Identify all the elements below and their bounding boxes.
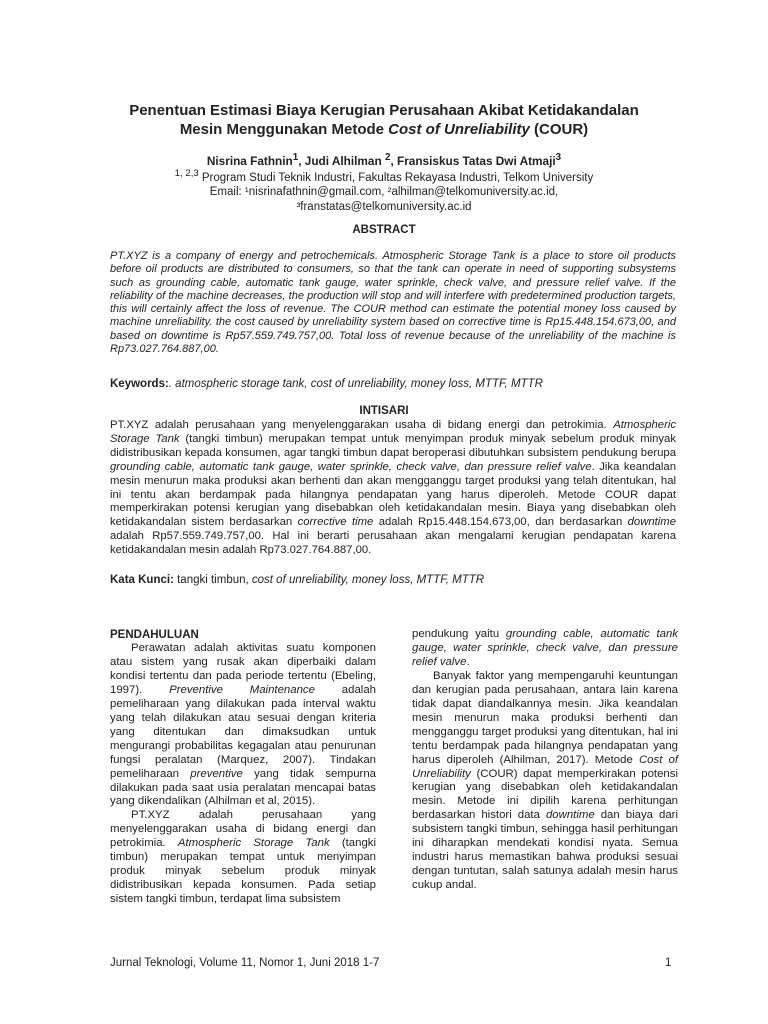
- keywords: [110, 377, 676, 391]
- left-p1-a: Perawatan adalah aktivitas suatu komponen atau sistem yang rusak akan diperbaiki dalam kondisi tertentu dan pada periode tertentu (Ebeling, 1997).: [110, 642, 376, 696]
- left-p2-b: (tangki timbun) merupakan tempat untuk menyimpan produk minyak sebelum produk minyak didistribusikan kepada konsumen. Pada setiap sistem tangki timbun, terdapat lima subsistem: [110, 837, 377, 906]
- title-line-2-end: (COUR): [529, 121, 589, 138]
- affiliation-email-line: Email: ¹nisrinafathnin@gmail.com, ²alhilman@telkomuniversity.ac.id,: [209, 186, 559, 199]
- right-p2-i1: Cost of Unreliability: [412, 753, 678, 780]
- title-line-1: Penentuan Estimasi Biaya Kerugian Perusahaan Akibat Ketidakandalan: [129, 102, 639, 119]
- right-p2-c: dan biaya dari subsistem tangki timbun, sehingga hasil perhitungan ini diharapkan mendekati kondisi nyata. Semua industri harus memastikan bahwa produksi sesuai dengan tuntutan, salah satunya adalah mesin harus cukup andal.: [412, 809, 678, 892]
- left-paragraph-1: [110, 642, 376, 809]
- kata-kunci: [110, 573, 676, 587]
- left-column: [110, 642, 376, 907]
- kata-kunci-italic: cost of unreliability, money loss, MTTF, MTTR: [251, 574, 485, 586]
- intisari-t5: adalah Rp57.559.749.757,00. Hal ini berarti perusahaan akan mengalami kerugian pendapatan karena ketidakandalan mesin adalah Rp73.027.764.887,00.: [110, 530, 676, 557]
- right-paragraph-1: [412, 628, 678, 670]
- intisari-t4: adalah Rp15.448.154.673,00, dan berdasarkan: [373, 516, 628, 529]
- right-column: [412, 628, 678, 893]
- right-p2-a: Banyak faktor yang mempengaruhi keuntungan dan kerugian pada perusahaan, antara lain karena tidak dapat diandalkannya mesin. Jika keandalan mesin menurun maka produksi berhenti dan mengganggu target produksi yang ditentukan, hal ini tentu berdampak pada hilangnya pendapatan yang harus diperoleh (Alhilman, 2017). Metode: [412, 669, 678, 766]
- right-paragraph-2: [412, 670, 678, 893]
- paper-title: [110, 101, 658, 139]
- left-paragraph-2: [110, 809, 376, 907]
- author-3-sup: 3: [555, 152, 562, 163]
- affiliation-line-1: [110, 167, 658, 185]
- intisari-i4: downtime: [627, 516, 676, 529]
- left-p1-b: adalah pemeliharaan yang dilakukan pada interval waktu yang telah dilakukan atau sesuai dengan kriteria yang ditentukan dan dimaksudkan untuk mengurangi probabilitas kegagalan atau penurunan fungsi peralatan (Marquez, 2007). Tindakan pemeliharaan: [110, 683, 376, 780]
- intisari-i1: Atmospheric Storage Tank: [110, 419, 676, 445]
- author-1-sup: 1: [292, 152, 299, 163]
- title-line-2: [110, 120, 658, 139]
- title-line-2-italic: Cost of Unreliability: [388, 121, 530, 138]
- affiliation: [110, 167, 658, 214]
- intisari-t1: PT.XYZ adalah perusahaan yang menyelenggarakan usaha di bidang energi dan petrokimia.: [110, 419, 614, 431]
- author-2-sup: 2: [384, 152, 391, 163]
- left-p2-a: PT.XYZ adalah perusahaan yang menyelenggarakan usaha di bidang energi dan petrokimia.: [110, 809, 376, 850]
- intisari-i2: grounding cable, automatic tank gauge, water sprinkle, check valve, dan pressure relief valve: [110, 460, 592, 473]
- left-p2-i1: Atmospheric Storage Tank: [177, 837, 330, 850]
- right-p1-b: .: [466, 655, 470, 668]
- title-line-2-start: Mesin Menggunakan Metode: [179, 121, 389, 138]
- author-3: , Fransiskus Tatas Dwi Atmaji: [390, 153, 556, 168]
- intisari-t2: (tangki timbun) merupakan tempat untuk menyimpan produk minyak sebelum produk minyak didistribusikan kepada konsumen, agar tangki timbun dapat beroperasi dibutuhkan subsistem pendukung berupa: [110, 432, 676, 459]
- affiliation-sup: 1, 2,3: [174, 168, 199, 179]
- left-p1-i1: Preventive Maintenance: [169, 683, 315, 696]
- right-p1-i1: grounding cable, automatic tank gauge, water sprinkle, check valve, dan pressure relief valve: [412, 628, 678, 668]
- intisari-text: [110, 419, 676, 558]
- left-p1-i2: preventive: [190, 767, 243, 780]
- intisari-heading: INTISARI: [359, 405, 409, 417]
- intisari-t3: . Jika keandalan mesin menurun maka produksi akan berhenti dan akan mengganggu target produksi yang telah ditentukan, hal ini tentu akan berdampak pada hilangnya pendapatan yang harus diperoleh. Metode COUR dapat memperkirakan potensi kerugian yang disebabkan oleh ketidakandalan mesin. Biaya yang disebabkan oleh ketidakandalan sistem berdasarkan: [110, 460, 676, 529]
- right-p1-a: pendukung yaitu: [412, 628, 506, 640]
- abstract-text: PT.XYZ is a company of energy and petrochemicals. Atmospheric Storage Tank is a place to store oil products before oil products are distributed to consumers, so that the tank can operate in need of supporting subsystems such as grounding cable, automatic tank gauge, water sprinkle, check valve, and pressure relief valve. If the reliability of the machine decreases, the production will stop and will interfere with predetermined production targets, this will certainly affect the loss of revenue. The COUR method can estimate the potential money loss caused by machine unreliability. the cost caused by unreliability system based on corrective time is Rp15.448.154.673,00, and based on downtime is Rp57.559.749.757,00. Total loss of revenue because of the unreliability of the machine is Rp73.027.764.887,00.: [110, 250, 676, 356]
- left-p1-c: yang tidak sempurna dilakukan pada saat usia peralatan mencapai batas yang dikendalikan (Alhilman et al, 2015).: [110, 767, 376, 808]
- journal-footer: Jurnal Teknologi, Volume 11, Nomor 1, Juni 2018 1-7: [110, 957, 380, 969]
- right-p2-b: (COUR) dapat memperkirakan potensi kerugian yang disebabkan oleh ketidakandalan mesin. Metode ini dipilih karena perhitungan berdasarkan histori data: [412, 767, 678, 822]
- affiliation-text: Program Studi Teknik Industri, Fakultas Rekayasa Industri, Telkom University: [198, 171, 594, 184]
- author-2: , Judi Alhilman: [298, 153, 385, 168]
- right-p2-i2: downtime: [545, 809, 595, 822]
- intisari-i3: corrective time: [297, 516, 374, 529]
- keywords-text: . atmospheric storage tank, cost of unreliability, money loss, MTTF, MTTR: [168, 378, 543, 390]
- author-1: Nisrina Fathnin: [206, 153, 293, 168]
- affiliation-email-line-2: ³franstatas@telkomuniversity.ac.id: [296, 200, 472, 213]
- keywords-label: Keywords:: [110, 378, 169, 390]
- page-number: 1: [665, 957, 672, 969]
- kata-kunci-text: tangki timbun,: [173, 574, 252, 586]
- kata-kunci-label: Kata Kunci:: [110, 574, 174, 586]
- pendahuluan-heading: PENDAHULUAN: [110, 629, 199, 641]
- abstract-heading: ABSTRACT: [352, 224, 416, 236]
